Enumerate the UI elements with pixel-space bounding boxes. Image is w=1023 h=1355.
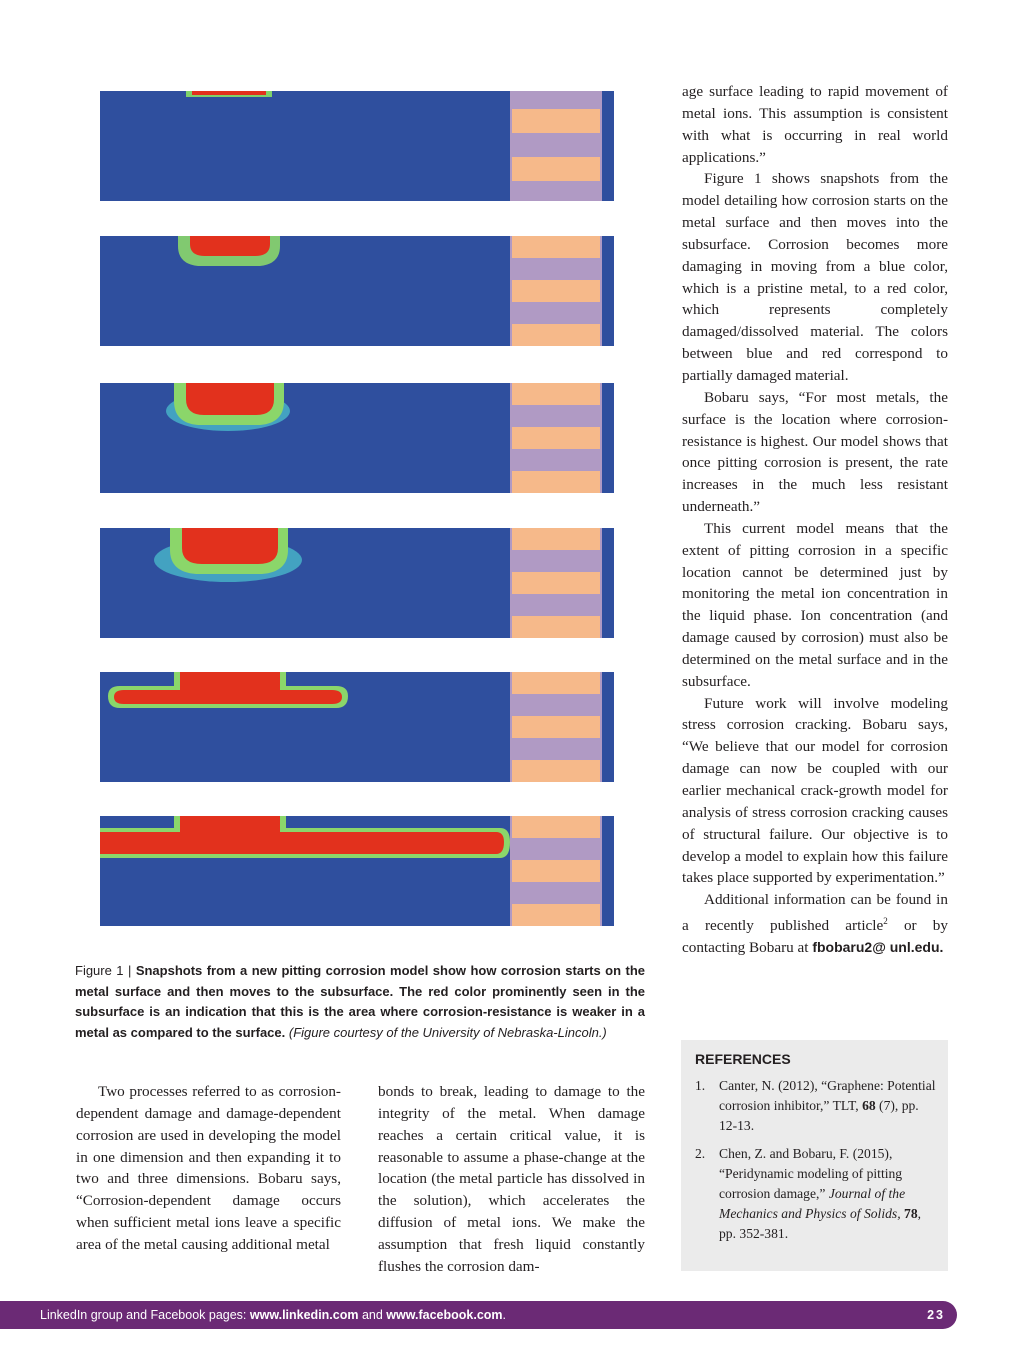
contact-text: Additional information can be found in a recently published article (682, 891, 948, 935)
figure-snapshot-1 (100, 91, 614, 201)
reference-pages: (7), pp. 12-13. (719, 1098, 919, 1133)
stripe-peach (512, 616, 600, 638)
stripe-peach (512, 816, 600, 838)
caption-body: Snapshots from a new pitting corrosion model show how corrosion starts on the metal surface and then moves to the subsurface. The red color prominently seen in the subsurface is an indication that this is the area where corrosion-resistance is weaker in a metal as compared to the surface. (75, 963, 645, 1040)
page-number: 23 (927, 1308, 945, 1322)
paragraph-contact (682, 889, 948, 959)
corrosion-pit (182, 528, 278, 564)
reference-item (695, 1076, 940, 1136)
stripe-peach (512, 672, 600, 694)
references-box (681, 1040, 948, 1271)
figure-snapshot-6 (100, 816, 614, 926)
paragraph: Bobaru says, “For most metals, the surface is the location where corrosion-resistance is highest. Our model shows that once pitting corrosion is present, the rate increases in the much less resistant underneath.” (682, 388, 948, 516)
stripe-band (510, 91, 602, 201)
figure-snapshot-4 (100, 528, 614, 638)
paragraph: This current model means that the extent of pitting corrosion in a specific location cannot be determined just by monitoring the metal ion concentration in the liquid phase. Ion concentration (and damage caused by corrosion) must also be determined on the metal surface and in the subsurface. (682, 519, 948, 690)
corrosion-pit (186, 383, 274, 415)
body-column-left (76, 1081, 341, 1256)
paragraph: Future work will involve modeling stress corrosion cracking. Bobaru says, “We believe that our model for corrosion damage can now be coupled with our earlier mechanical crack-growth model for analysis of stress corrosion cracking causes of structural failure. Our objective is to develop a model to explain how this failure takes place supported by experimentation.” (682, 694, 948, 887)
stripe-peach (512, 109, 600, 133)
body-column-middle (378, 1081, 645, 1278)
body-column-right (682, 81, 948, 959)
stripe-peach (512, 280, 600, 302)
contact-text: or by contacting Bobaru at (682, 917, 948, 956)
corrosion-pit (192, 91, 266, 95)
caption-lead: Figure 1 | (75, 963, 136, 978)
paragraph: bonds to break, leading to damage to the integrity of the metal. When damage reaches a certain critical value, it is reasonable to assume a phase-change at the location (the metal particle has dissolved in the solution), which accelerates the diffusion of metal ions. We make the assumption that fresh liquid constantly flushes the corrosion dam- (378, 1083, 645, 1275)
stripe-peach (512, 716, 600, 738)
stripe-peach (512, 427, 600, 449)
reference-text: Chen, Z. and Bobaru, F. (2015), “Peridynamic modeling of pitting corrosion damage,” (719, 1146, 903, 1201)
email-link[interactable]: fbobaru2@ unl.edu (812, 938, 940, 955)
caption-credit: (Figure courtesy of the University of Nebraska-Lincoln.) (285, 1024, 607, 1040)
stripe-peach (512, 860, 600, 882)
figure-caption (75, 961, 645, 1043)
stripe-peach (512, 324, 600, 346)
corrosion-pit (100, 816, 504, 854)
stripe-peach (512, 157, 600, 181)
linkedin-link[interactable]: www.linkedin.com (249, 1308, 359, 1322)
reference-number: 2. (695, 1146, 706, 1161)
punctuation: . (939, 938, 944, 955)
stripe-peach (512, 572, 600, 594)
paragraph: Two processes referred to as corrosion-dependent damage and damage-dependent corrosion are used in developing the model in one dimension and then expanding it to two and three dimensions. Bobaru says, “Corrosion-dependent damage occurs when sufficient metal ions leave a specific area of the metal causing additional metal (76, 1083, 341, 1253)
stripe-peach (512, 904, 600, 926)
reference-volume: 68 (862, 1098, 876, 1113)
figure-snapshot-5 (100, 672, 614, 782)
paragraph: Figure 1 shows snapshots from the model detailing how corrosion starts on the metal surface and then moves into the subsurface. Corrosion becomes more damaging in moving from a blue color, which is a pristine metal, to a red color, which represents completely damaged/dissolved material. The colors between blue and red correspond to partially damaged material. (682, 170, 948, 384)
stripe-peach (512, 236, 600, 258)
figure-snapshot-2 (100, 236, 614, 346)
footer-text (40, 1308, 506, 1322)
reference-item (695, 1144, 940, 1244)
stripe-peach (512, 760, 600, 782)
stripe-peach (512, 528, 600, 550)
facebook-link[interactable]: www.facebook.com (386, 1308, 503, 1322)
footer-suffix: . (502, 1308, 507, 1322)
references-list (695, 1076, 940, 1252)
reference-number: 1. (695, 1078, 706, 1093)
corrosion-pit (190, 236, 270, 256)
reference-pages: , pp. 352-381. (719, 1206, 922, 1241)
paragraph: age surface leading to rapid movement of metal ions. This assumption is consistent with what is occurring in real world applications.” (682, 83, 948, 166)
reference-journal: Journal of the Mechanics and Physics of Solids, (719, 1186, 906, 1221)
reference-text: Canter, N. (2012), “Graphene: Potential corrosion inhibitor,” TLT, (719, 1078, 936, 1113)
footer-prefix: LinkedIn group and Facebook pages: (40, 1308, 250, 1322)
footer-bar (0, 1301, 957, 1329)
figure-snapshot-3 (100, 383, 614, 493)
stripe-peach (512, 383, 600, 405)
footnote-ref[interactable]: 2 (883, 916, 888, 927)
footer-and: and (358, 1308, 387, 1322)
reference-volume: 78 (904, 1206, 918, 1221)
stripe-peach (512, 471, 600, 493)
references-heading: REFERENCES (695, 1051, 791, 1067)
